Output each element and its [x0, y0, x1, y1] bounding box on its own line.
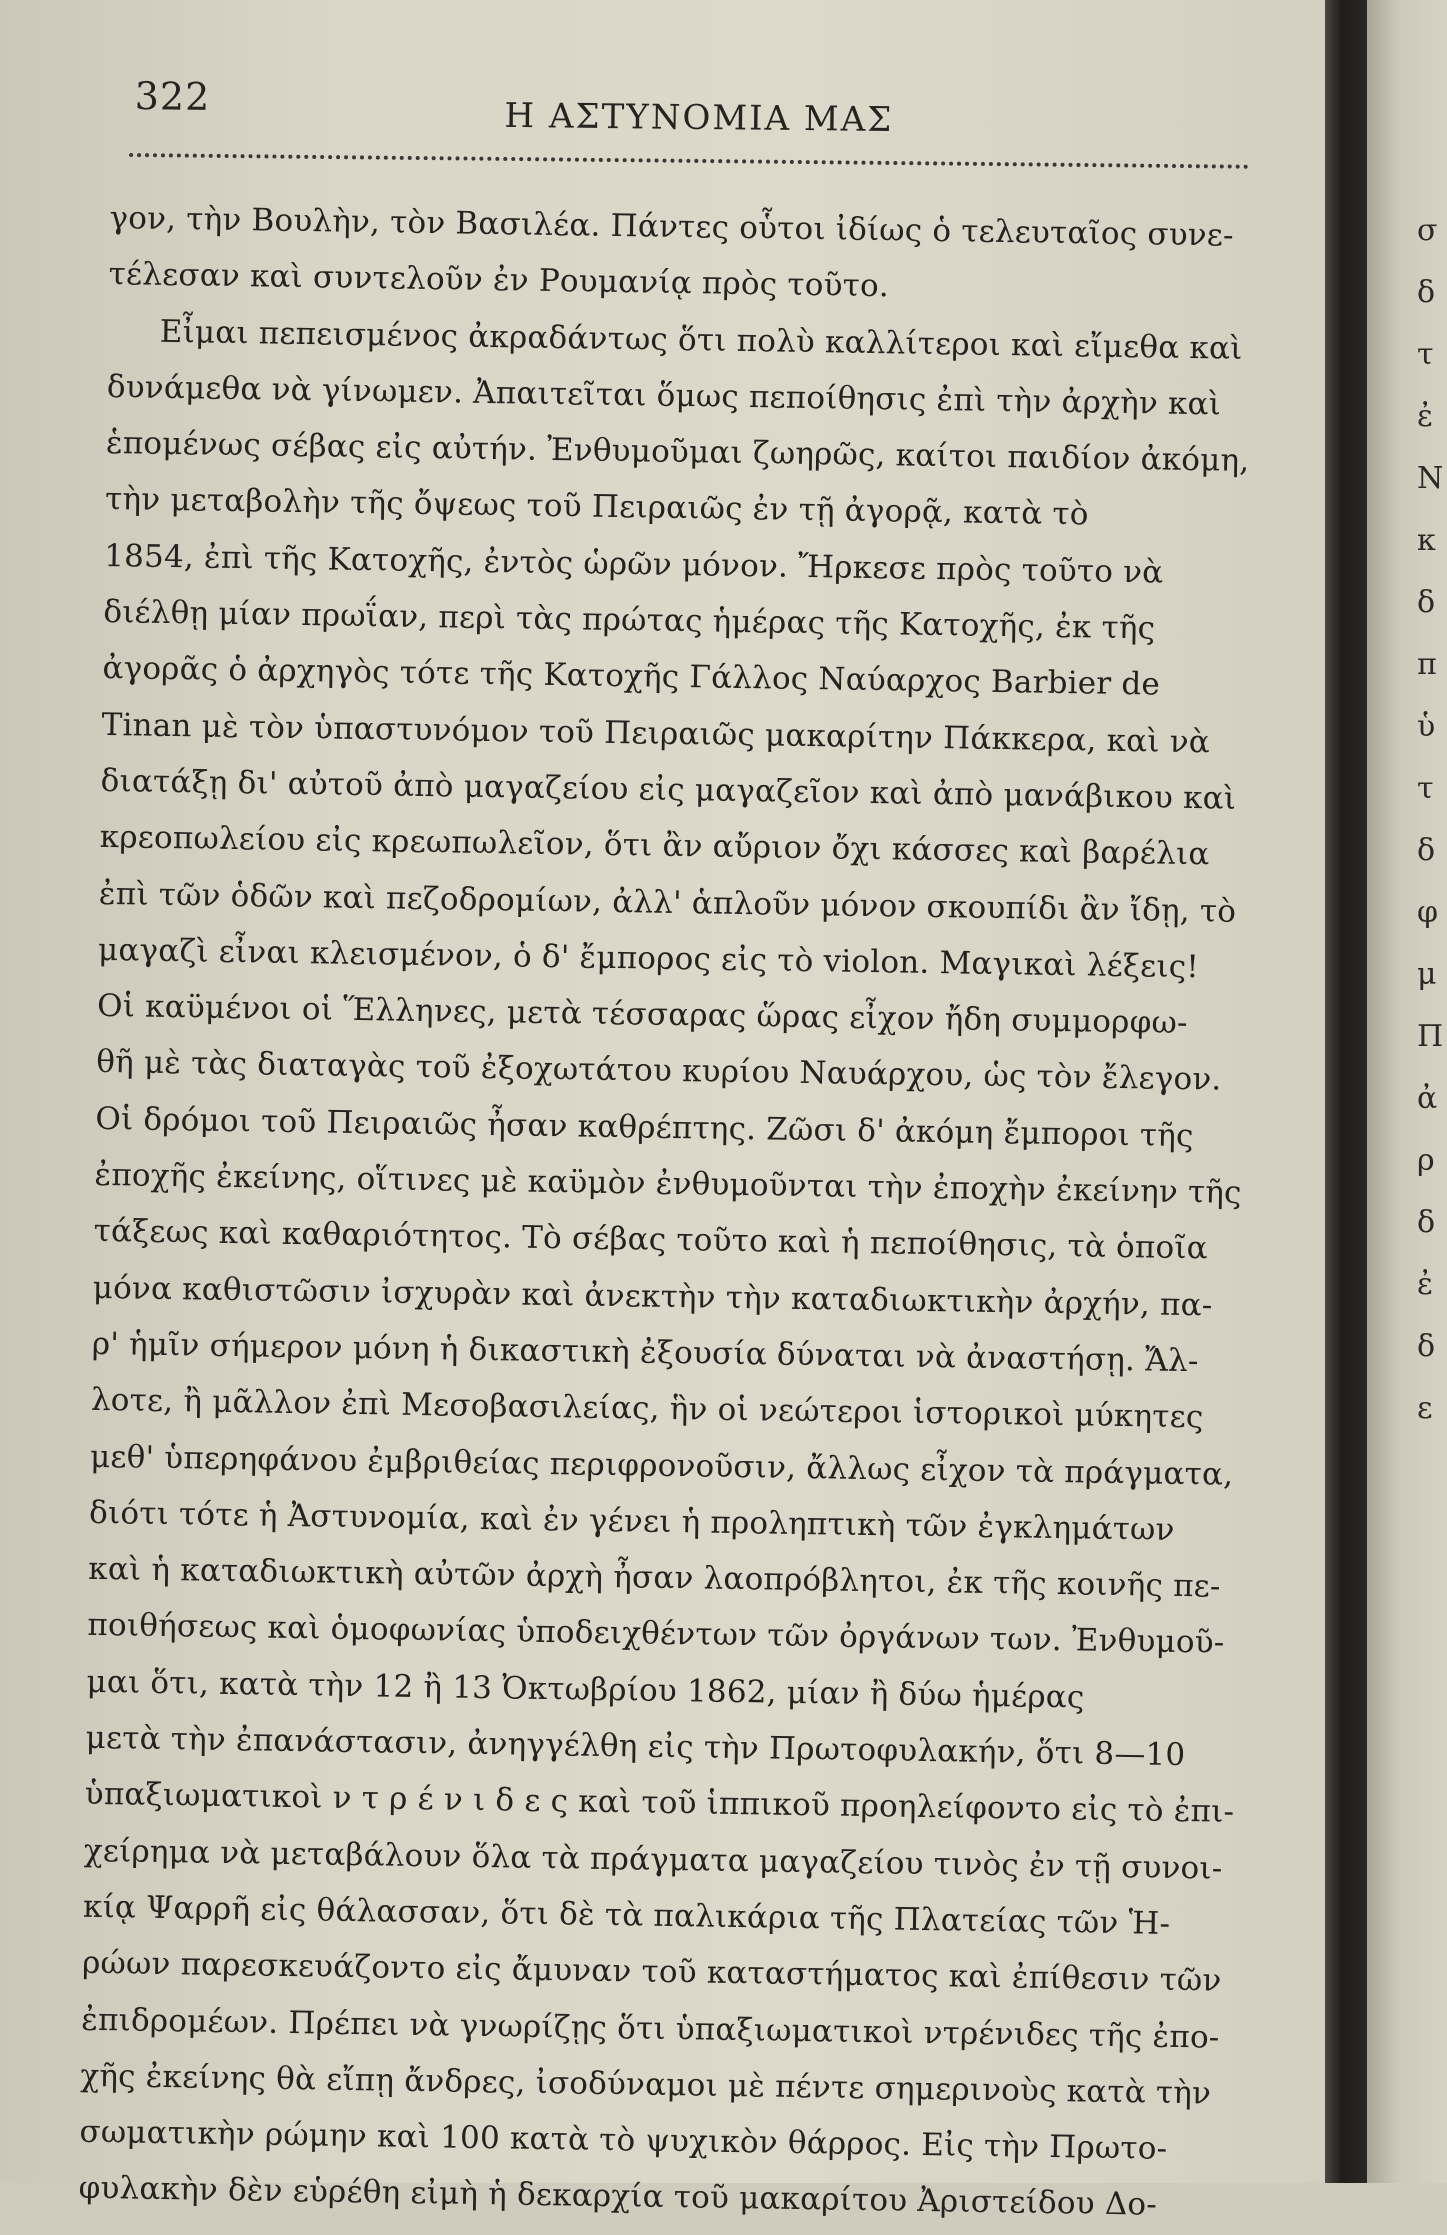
text-line: ἐπιδρομέων. Πρέπει νὰ γνωρίζῃς ὅτι ὑπαξιωματικοὶ ντρένιδες τῆς ἐπο-: [80, 2001, 1220, 2056]
text-line: χείρημα νὰ μεταβάλουν ὅλα τὰ πράγματα μαγαζείου τινὸς ἐν τῇ συνοι-: [83, 1832, 1223, 1887]
text-line: ὑπαξιωματικοὶ ν τ ρ έ ν ι δ ε ς καὶ τοῦ ἱππικοῦ προηλείφοντο εἰς τὸ ἐπι-: [84, 1776, 1235, 1831]
text-line: γον, τὴν Βουλὴν, τὸν Βασιλέα. Πάντες οὗτοι ἰδίως ὁ τελευταῖος συνε-: [109, 199, 1235, 254]
text-line: τὴν μεταβολὴν τῆς ὄψεως τοῦ Πειραιῶς ἐν τῇ ἀγορᾷ, κατὰ τὸ: [104, 481, 1089, 533]
text-line: ἑπομένως σέβας εἰς αὐτήν. Ἐνθυμοῦμαι ζωηρῶς, καίτοι παιδίον ἀκόμη,: [105, 425, 1250, 480]
text-line: μεθ' ὑπερηφάνου ἐμβριθείας περιφρονοῦσιν, ἄλλως εἶχον τὰ πράγματα,: [89, 1438, 1234, 1493]
right-page-fragment: σ: [1417, 213, 1438, 248]
right-page-fragment: δ: [1417, 833, 1436, 868]
text-line: τέλεσαν καὶ συντελοῦν ἐν Ρουμανίᾳ πρὸς τοῦτο.: [108, 256, 890, 305]
right-page-fragment: ἐ: [1417, 399, 1434, 434]
right-page-fragment: δ: [1417, 275, 1436, 310]
running-title: Η ΑΣΤΥΝΟΜΙΑ ΜΑΣ: [504, 95, 894, 140]
text-line: διότι τότε ἡ Ἀστυνομία, καὶ ἐν γένει ἡ προληπτικὴ τῶν ἐγκλημάτων: [88, 1494, 1175, 1548]
right-page-fragment: δ: [1417, 585, 1436, 620]
right-page-fragment: τ: [1417, 337, 1434, 372]
right-page-fragment: Π: [1417, 1019, 1444, 1054]
text-line: Οἱ δρόμοι τοῦ Πειραιῶς ἦσαν καθρέπτης. Ζῶσι δ' ἀκόμη ἔμποροι τῆς: [95, 1100, 1194, 1154]
right-page-fragment: ε: [1417, 1391, 1433, 1426]
text-line: Tinan μὲ τὸν ὑπαστυνόμον τοῦ Πειραιῶς μακαρίτην Πάκκερα, καὶ νὰ: [101, 706, 1211, 761]
text-line: χῆς ἐκείνης θὰ εἴπῃ ἄνδρες, ἰσοδύναμοι μὲ πέντε σημερινοὺς κατὰ τὴν: [80, 2057, 1212, 2112]
page-number: 322: [134, 74, 211, 119]
text-line: διέλθῃ μίαν πρωΐαν, περὶ τὰς πρώτας ἡμέρας τῆς Κατοχῆς, ἐκ τῆς: [103, 594, 1156, 647]
right-page-fragment: μ: [1417, 957, 1437, 992]
text-line: μετὰ τὴν ἐπανάστασιν, ἀνηγγέλθη εἰς τὴν Πρωτοφυλακήν, ὅτι 8—10: [85, 1719, 1186, 1774]
body-text: [78, 190, 1250, 2234]
right-page-fragment: ἀ: [1417, 1081, 1438, 1116]
text-line: ἐποχῆς ἐκείνης, οἵτινες μὲ καϋμὸν ἐνθυμοῦνται τὴν ἐποχὴν ἐκείνην τῆς: [94, 1156, 1242, 1211]
text-line: διατάξῃ δι' αὐτοῦ ἀπὸ μαγαζείου εἰς μαγαζεῖον καὶ ἀπὸ μανάβικου καὶ: [100, 762, 1237, 817]
text-line: σωματικὴν ρώμην καὶ 100 κατὰ τὸ ψυχικὸν θάρρος. Εἰς τὴν Πρωτο-: [79, 2113, 1168, 2167]
right-page-fragment: δ: [1417, 1329, 1436, 1364]
right-page-fragment: π: [1417, 647, 1437, 682]
text-line: Εἶμαι πεπεισμένος ἀκραδάντως ὅτι πολὺ καλλίτεροι καὶ εἴμεθα καὶ: [159, 313, 1243, 367]
text-line: ρ' ἡμῖν σήμερον μόνη ἡ δικαστικὴ ἐξουσία δύναται νὰ ἀναστήσῃ. Ἄλ-: [91, 1325, 1199, 1380]
book-page-right-edge: [1367, 0, 1447, 2183]
text-line: θῆ μὲ τὰς διαταγὰς τοῦ ἐξοχωτάτου κυρίου Ναυάρχου, ὡς τὸν ἔλεγον.: [96, 1044, 1222, 1099]
right-page-fragment: κ: [1417, 523, 1436, 558]
text-line: φυλακὴν δὲν εὑρέθη εἰμὴ ἡ δεκαρχία τοῦ μακαρίτου Ἀριστείδου Δο-: [78, 2170, 1158, 2224]
text-line: δυνάμεθα νὰ γίνωμεν. Ἀπαιτεῖται ὅμως πεποίθησις ἐπὶ τὴν ἀρχὴν καὶ: [106, 368, 1222, 423]
text-line: κρεοπωλείου εἰς κρεωπωλεῖον, ὅτι ἂν αὔριον ὄχι κάσσες καὶ βαρέλια: [99, 819, 1210, 873]
right-page-fragment: ἐ: [1417, 1267, 1434, 1302]
text-line: κίᾳ Ψαρρῆ εἰς θάλασσαν, ὅτι δὲ τὰ παλικάρια τῆς Πλατείας τῶν Ἡ-: [82, 1888, 1171, 1942]
book-gutter: [1325, 0, 1367, 2183]
text-line: ποιθήσεως καὶ ὁμοφωνίας ὑποδειχθέντων τῶν ὀργάνων των. Ἐνθυμοῦ-: [87, 1607, 1225, 1662]
text-line: τάξεως καὶ καθαριότητος. Τὸ σέβας τοῦτο καὶ ἡ πεποίθησις, τὰ ὁποῖα: [93, 1213, 1209, 1267]
header-rule: [129, 153, 1249, 169]
page-header: [129, 70, 1255, 152]
text-line: ἀγορᾶς ὁ ἀρχηγὸς τότε τῆς Κατοχῆς Γάλλος Ναύαρχος Barbier de: [102, 650, 1161, 703]
right-page-fragment: δ: [1417, 1205, 1436, 1240]
right-page-fragment: Ν: [1417, 461, 1444, 496]
text-line: 1854, ἐπὶ τῆς Κατοχῆς, ἐντὸς ὡρῶν μόνον. Ἤρκεσε πρὸς τοῦτο νὰ: [103, 537, 1164, 591]
right-page-fragments: [1417, 200, 1443, 1440]
text-line: ρώων παρεσκευάζοντο εἰς ἄμυναν τοῦ καταστήματος καὶ ἐπίθεσιν τῶν: [81, 1944, 1222, 1999]
right-page-fragment: ρ: [1417, 1143, 1435, 1178]
text-line: καὶ ἡ καταδιωκτικὴ αὐτῶν ἀρχὴ ἦσαν λαοπρόβλητοι, ἐκ τῆς κοινῆς πε-: [88, 1550, 1221, 1605]
right-page-fragment: ὑ: [1417, 709, 1436, 744]
text-line: μαγαζὶ εἶναι κλεισμένον, ὁ δ' ἔμπορος εἰς τὸ violon. Μαγικαὶ λέξεις!: [97, 931, 1200, 986]
text-line: ἐπὶ τῶν ὁδῶν καὶ πεζοδρομίων, ἀλλ' ἁπλοῦν μόνον σκουπίδι ἂν ἴδῃ, τὸ: [98, 875, 1237, 930]
text-line: λοτε, ἢ μᾶλλον ἐπὶ Μεσοβασιλείας, ἣν οἱ νεώτεροι ἱστορικοὶ μύκητες: [90, 1382, 1204, 1436]
text-line: μαι ὅτι, κατὰ τὴν 12 ἢ 13 Ὀκτωβρίου 1862, μίαν ἢ δύω ἡμέρας: [86, 1663, 1085, 1716]
text-line: μόνα καθιστῶσιν ἰσχυρὰν καὶ ἀνεκτὴν τὴν καταδιωκτικὴν ἀρχήν, πα-: [92, 1269, 1213, 1324]
text-line: Οἱ καϋμένοι οἱ Ἕλληνες, μετὰ τέσσαρας ὥρας εἶχον ἤδη συμμορφω-: [96, 988, 1188, 1042]
right-page-fragment: φ: [1417, 895, 1439, 930]
right-page-fragment: τ: [1417, 771, 1434, 806]
